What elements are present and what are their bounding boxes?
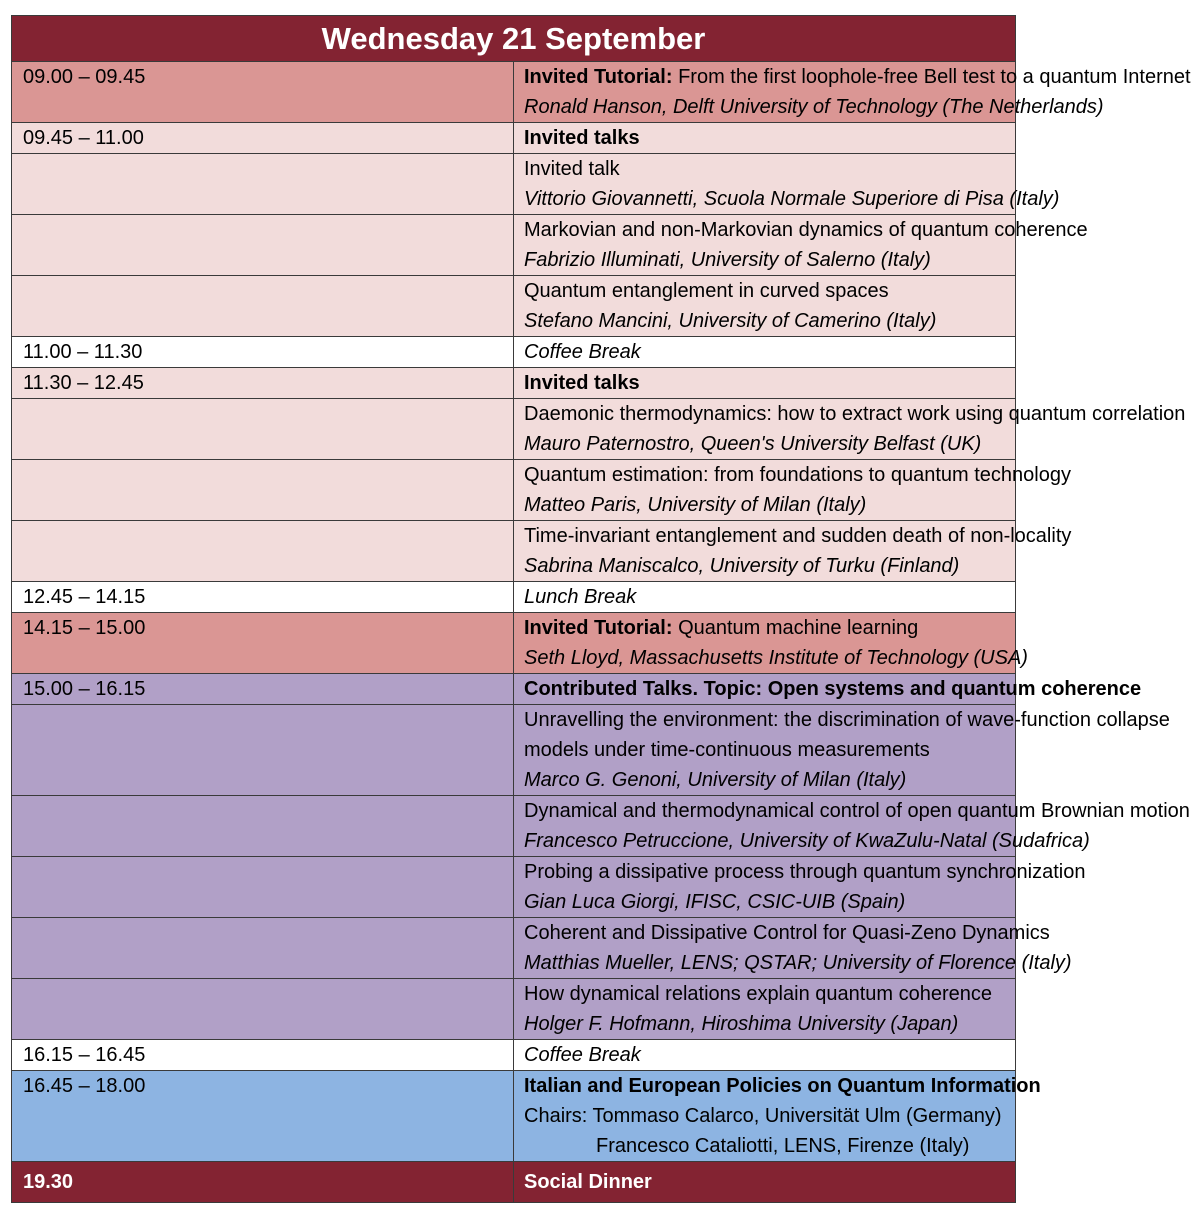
session-title: From the first loophole-free Bell test to a quantum Internet — [678, 66, 1191, 88]
session-row — [12, 613, 1016, 674]
session-content — [514, 62, 1191, 123]
talk-row — [12, 705, 1016, 796]
title-row — [12, 16, 1016, 62]
talk-speaker: Mauro Paternostro, Queen's University Belfast (UK) — [524, 433, 982, 455]
talk-speaker: Sabrina Maniscalco, University of Turku (Finland) — [524, 555, 960, 577]
break-label: Coffee Break — [524, 1044, 641, 1066]
talk-row — [12, 979, 1016, 1040]
break-row — [12, 337, 1016, 368]
talk-title: How dynamical relations explain quantum coherence — [524, 983, 993, 1005]
talk-row — [12, 399, 1016, 460]
session-speaker: Seth Lloyd, Massachusetts Institute of Technology (USA) — [524, 647, 1028, 669]
session-time: 14.15 – 15.00 — [12, 613, 514, 674]
session-time: 16.15 – 16.45 — [12, 1040, 514, 1071]
talk-title: Dynamical and thermodynamical control of open quantum Brownian motion — [524, 800, 1190, 822]
session-row — [12, 368, 1016, 399]
talk-title: Quantum entanglement in curved spaces — [524, 280, 889, 302]
talk-speaker: Matteo Paris, University of Milan (Italy) — [524, 494, 867, 516]
talk-speaker: Vittorio Giovannetti, Scuola Normale Superiore di Pisa (Italy) — [524, 188, 1060, 210]
talk-row — [12, 796, 1016, 857]
talk-title: Coherent and Dissipative Control for Quasi-Zeno Dynamics — [524, 922, 1050, 944]
session-time: 09.00 – 09.45 — [12, 62, 514, 123]
talk-title: Time-invariant entanglement and sudden death of non-locality — [524, 525, 1072, 547]
talk-title: Invited talk — [524, 158, 620, 180]
session-time: 12.45 – 14.15 — [12, 582, 514, 613]
session-title: Italian and European Policies on Quantum Information — [524, 1075, 1041, 1097]
talk-row — [12, 154, 1016, 215]
session-title: Contributed Talks. Topic: Open systems and quantum coherence — [524, 678, 1142, 700]
session-time: 11.00 – 11.30 — [12, 337, 514, 368]
talk-title-continued: models under time-continuous measurements — [524, 739, 930, 761]
talk-speaker: Marco G. Genoni, University of Milan (Italy) — [524, 769, 907, 791]
session-title: Invited talks — [524, 127, 640, 149]
talk-title: Unravelling the environment: the discrimination of wave-function collapse — [524, 709, 1170, 731]
talk-speaker: Fabrizio Illuminati, University of Salerno (Italy) — [524, 249, 931, 271]
dinner-row — [12, 1162, 1016, 1203]
break-label: Coffee Break — [524, 341, 641, 363]
talk-row — [12, 521, 1016, 582]
day-title: Wednesday 21 September — [12, 16, 1016, 62]
talk-row — [12, 276, 1016, 337]
session-row — [12, 123, 1016, 154]
break-row — [12, 1040, 1016, 1071]
talk-row — [12, 918, 1016, 979]
talk-row — [12, 460, 1016, 521]
talk-title: Probing a dissipative process through quantum synchronization — [524, 861, 1086, 883]
talk-speaker: Francesco Petruccione, University of KwaZulu-Natal (Sudafrica) — [524, 830, 1090, 852]
session-row — [12, 62, 1016, 123]
talk-title: Daemonic thermodynamics: how to extract work using quantum correlation — [524, 403, 1186, 425]
session-time: 09.45 – 11.00 — [12, 123, 514, 154]
session-kind: Invited Tutorial: — [524, 66, 673, 88]
session-title: Quantum machine learning — [678, 617, 919, 639]
talk-speaker: Gian Luca Giorgi, IFISC, CSIC-UIB (Spain) — [524, 891, 906, 913]
session-time: 11.30 – 12.45 — [12, 368, 514, 399]
talk-speaker: Holger F. Hofmann, Hiroshima University (Japan) — [524, 1013, 959, 1035]
session-time: 15.00 – 16.15 — [12, 674, 514, 705]
session-time: 16.45 – 18.00 — [12, 1071, 514, 1162]
session-time: 19.30 — [12, 1162, 514, 1203]
talk-speaker: Stefano Mancini, University of Camerino (Italy) — [524, 310, 937, 332]
session-title: Invited talks — [524, 372, 640, 394]
talk-speaker: Matthias Mueller, LENS; QSTAR; University of Florence (Italy) — [524, 952, 1072, 974]
session-title: Social Dinner — [524, 1171, 652, 1193]
session-kind: Invited Tutorial: — [524, 617, 673, 639]
chairs-line: Chairs: Tommaso Calarco, Universität Ulm (Germany) — [524, 1105, 1002, 1127]
schedule-table — [11, 15, 1191, 1203]
break-label: Lunch Break — [524, 586, 637, 608]
session-row — [12, 674, 1016, 705]
chairs-line: Francesco Cataliotti, LENS, Firenze (Italy) — [596, 1135, 970, 1157]
talk-row — [12, 215, 1016, 276]
break-row — [12, 582, 1016, 613]
talk-row — [12, 857, 1016, 918]
session-row — [12, 1071, 1016, 1162]
talk-title: Markovian and non-Markovian dynamics of quantum coherence — [524, 219, 1088, 241]
talk-title: Quantum estimation: from foundations to quantum technology — [524, 464, 1071, 486]
session-speaker: Ronald Hanson, Delft University of Technology (The Netherlands) — [524, 96, 1104, 118]
